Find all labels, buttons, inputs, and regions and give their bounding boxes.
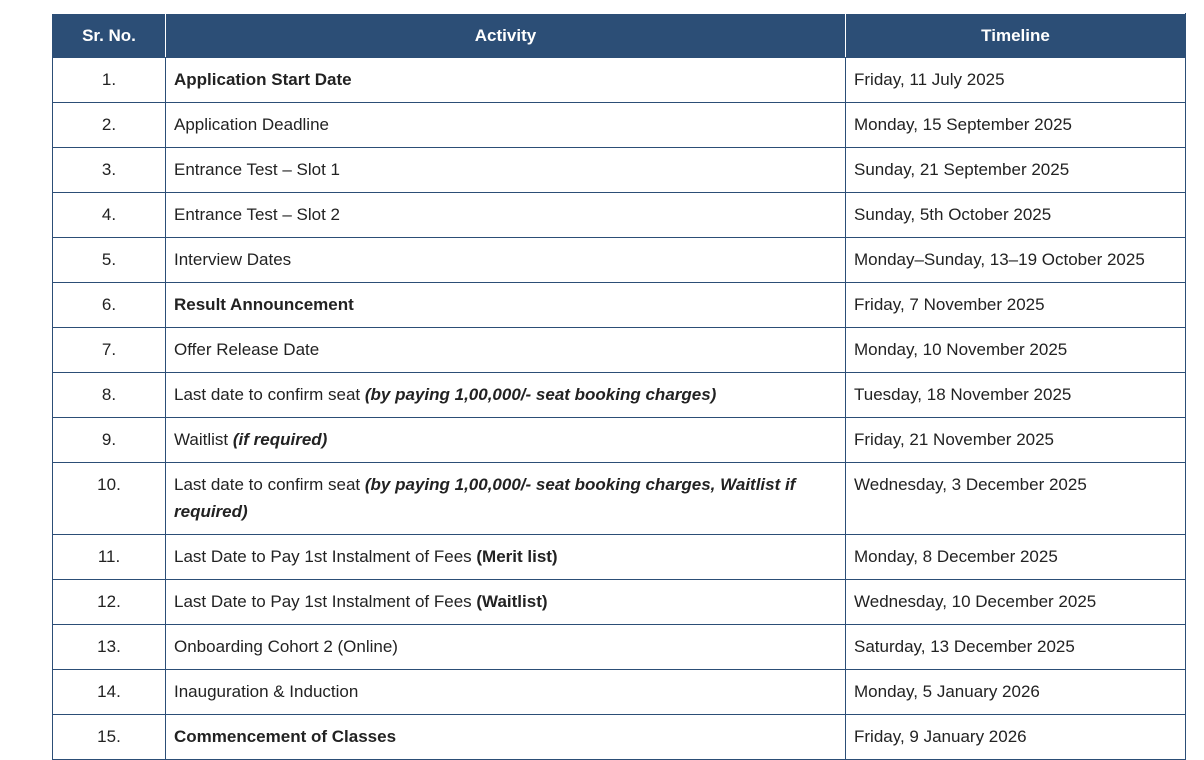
row-sr-no: 6. bbox=[53, 283, 166, 328]
row-timeline: Sunday, 5th October 2025 bbox=[846, 193, 1186, 238]
row-timeline: Friday, 21 November 2025 bbox=[846, 418, 1186, 463]
table-row bbox=[53, 625, 1186, 670]
row-timeline: Friday, 9 January 2026 bbox=[846, 715, 1186, 760]
row-activity: Interview Dates bbox=[166, 238, 846, 283]
table-row bbox=[53, 193, 1186, 238]
row-activity: Commencement of Classes bbox=[166, 715, 846, 760]
row-sr-no: 8. bbox=[53, 373, 166, 418]
row-activity bbox=[166, 463, 846, 535]
table-row bbox=[53, 463, 1186, 535]
table-row bbox=[53, 535, 1186, 580]
row-timeline: Monday, 10 November 2025 bbox=[846, 328, 1186, 373]
row-activity bbox=[166, 418, 846, 463]
table-row bbox=[53, 328, 1186, 373]
row-timeline: Wednesday, 10 December 2025 bbox=[846, 580, 1186, 625]
row-activity: Entrance Test – Slot 1 bbox=[166, 148, 846, 193]
row-sr-no: 11. bbox=[53, 535, 166, 580]
activity-text: Waitlist bbox=[174, 430, 233, 449]
row-activity bbox=[166, 373, 846, 418]
activity-note: (by paying 1,00,000/- seat booking charges, Waitlist if required) bbox=[174, 475, 796, 521]
table-row bbox=[53, 103, 1186, 148]
row-activity bbox=[166, 535, 846, 580]
row-activity: Offer Release Date bbox=[166, 328, 846, 373]
table-body bbox=[53, 58, 1186, 760]
activity-text: Last date to confirm seat bbox=[174, 475, 365, 494]
activity-note: (if required) bbox=[232, 430, 328, 449]
row-sr-no: 14. bbox=[53, 670, 166, 715]
row-activity: Onboarding Cohort 2 (Online) bbox=[166, 625, 846, 670]
header-timeline: Timeline bbox=[846, 14, 1186, 58]
row-timeline: Tuesday, 18 November 2025 bbox=[846, 373, 1186, 418]
row-timeline: Monday, 5 January 2026 bbox=[846, 670, 1186, 715]
row-activity: Inauguration & Induction bbox=[166, 670, 846, 715]
page-right-margin bbox=[1190, 0, 1204, 754]
row-sr-no: 13. bbox=[53, 625, 166, 670]
table-row bbox=[53, 58, 1186, 103]
activity-note: (by paying 1,00,000/- seat booking charges) bbox=[364, 385, 717, 404]
row-timeline: Friday, 7 November 2025 bbox=[846, 283, 1186, 328]
row-sr-no: 10. bbox=[53, 463, 166, 535]
table-row bbox=[53, 670, 1186, 715]
table-row bbox=[53, 418, 1186, 463]
activity-text: Last Date to Pay 1st Instalment of Fees bbox=[174, 547, 477, 566]
table-row bbox=[53, 148, 1186, 193]
row-activity: Entrance Test – Slot 2 bbox=[166, 193, 846, 238]
row-activity: Result Announcement bbox=[166, 283, 846, 328]
row-timeline: Monday, 8 December 2025 bbox=[846, 535, 1186, 580]
table-row bbox=[53, 373, 1186, 418]
row-sr-no: 7. bbox=[53, 328, 166, 373]
timeline-table-container bbox=[52, 13, 1186, 760]
table-row bbox=[53, 580, 1186, 625]
table-row bbox=[53, 283, 1186, 328]
activity-text: Last date to confirm seat bbox=[174, 385, 365, 404]
row-sr-no: 1. bbox=[53, 58, 166, 103]
table-row bbox=[53, 715, 1186, 760]
admission-timeline-table bbox=[52, 13, 1186, 760]
table-header bbox=[53, 14, 1186, 58]
row-sr-no: 3. bbox=[53, 148, 166, 193]
row-sr-no: 9. bbox=[53, 418, 166, 463]
row-timeline: Monday, 15 September 2025 bbox=[846, 103, 1186, 148]
row-timeline: Monday–Sunday, 13–19 October 2025 bbox=[846, 238, 1186, 283]
row-activity: Application Deadline bbox=[166, 103, 846, 148]
row-timeline: Saturday, 13 December 2025 bbox=[846, 625, 1186, 670]
activity-note: (Waitlist) bbox=[476, 592, 548, 611]
activity-text: Last Date to Pay 1st Instalment of Fees bbox=[174, 592, 477, 611]
row-timeline: Friday, 11 July 2025 bbox=[846, 58, 1186, 103]
header-sr-no: Sr. No. bbox=[53, 14, 166, 58]
header-activity: Activity bbox=[166, 14, 846, 58]
row-timeline: Sunday, 21 September 2025 bbox=[846, 148, 1186, 193]
activity-note: (Merit list) bbox=[476, 547, 558, 566]
row-sr-no: 4. bbox=[53, 193, 166, 238]
row-activity: Application Start Date bbox=[166, 58, 846, 103]
header-row bbox=[53, 14, 1186, 58]
row-sr-no: 15. bbox=[53, 715, 166, 760]
row-sr-no: 5. bbox=[53, 238, 166, 283]
row-activity bbox=[166, 580, 846, 625]
row-timeline: Wednesday, 3 December 2025 bbox=[846, 463, 1186, 535]
row-sr-no: 12. bbox=[53, 580, 166, 625]
table-row bbox=[53, 238, 1186, 283]
row-sr-no: 2. bbox=[53, 103, 166, 148]
